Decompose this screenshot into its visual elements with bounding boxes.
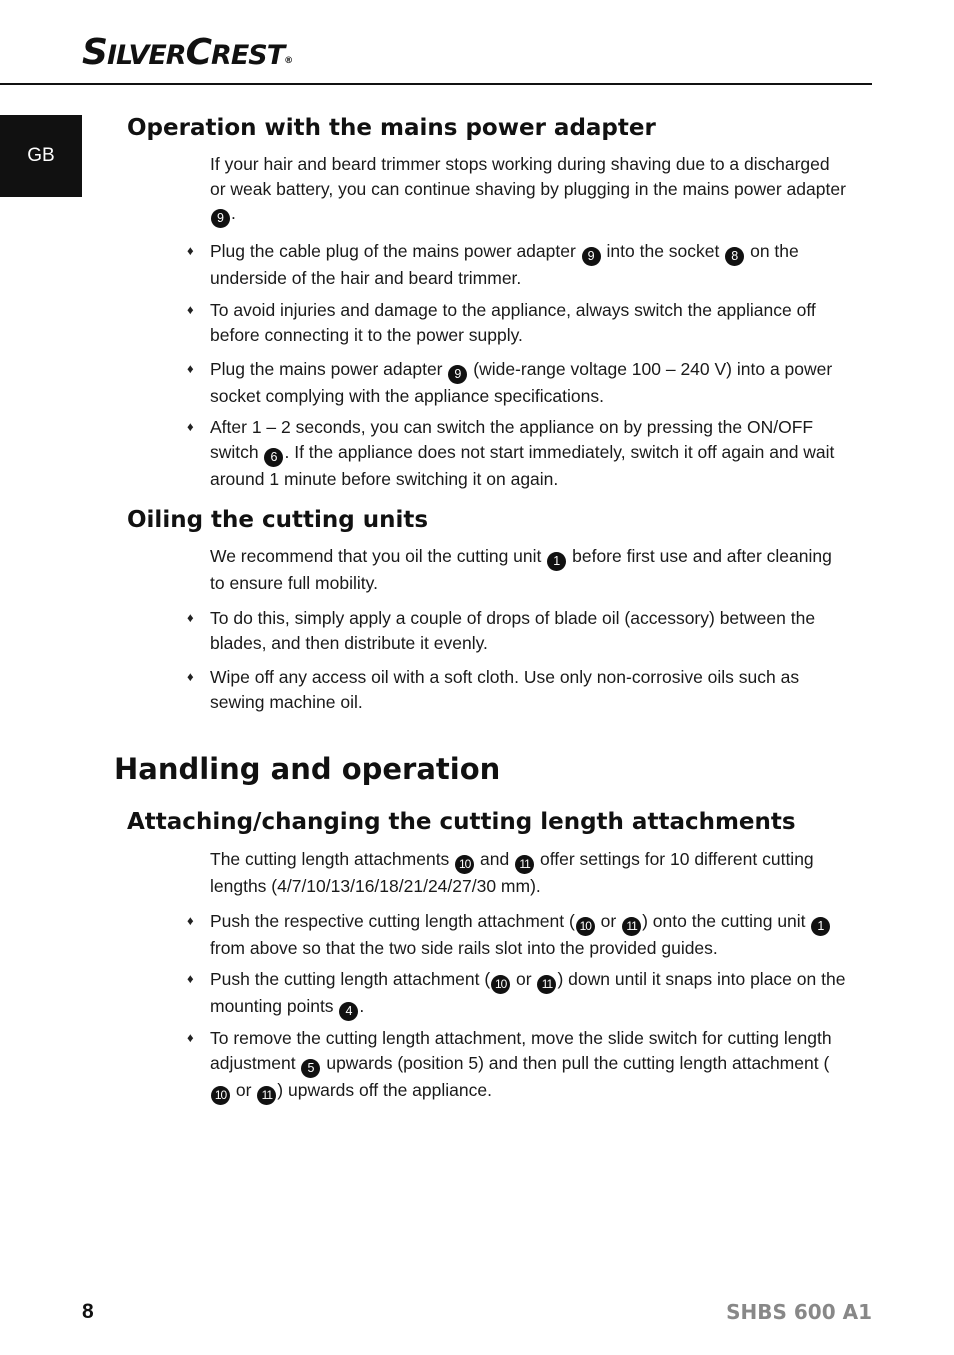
attach-intro: The cutting length attachments 10 and 11 offer settings for 10 different cutting lengths (4/7/10/13/16/18/21/24/27/30 mm). [210, 849, 814, 896]
bullet-icon: ♦ [187, 610, 194, 625]
ref-number-9: 9 [582, 247, 601, 266]
mains-step-4: After 1 – 2 seconds, you can switch the appliance on by pressing the ON/OFF switch 6 . If the appliance does not start immediately, switch it off again and wait around 1 minute before switching it on again. [210, 417, 835, 489]
attach-step-3: To remove the cutting length attachment, move the slide switch for cutting length adjustment 5 upwards (position 5) and then pull the cutting length attachment (10 or 11 ) upwards off the appliance. [210, 1026, 850, 1105]
ref-number-11: 11 [257, 1086, 276, 1105]
mains-intro: If your hair and beard trimmer stops working during shaving due to a discharged or weak battery, you can continue shaving by plugging in the mains power adapter 9 . [210, 152, 850, 228]
section-title-mains: Operation with the mains power adapter [127, 115, 656, 141]
attach-step-2: Push the cutting length attachment ( 10 or 11 ) down until it snaps into place on the mounting points 4 . [210, 967, 850, 1021]
bullet-icon: ♦ [187, 419, 194, 434]
ref-number-11: 11 [515, 855, 534, 874]
mains-step-2: To avoid injuries and damage to the appliance, always switch the appliance off before connecting it to the power supply. [210, 300, 816, 345]
bullet-icon: ♦ [187, 302, 194, 317]
oiling-step-1: To do this, simply apply a couple of drops of blade oil (accessory) between the blades, and then distribute it evenly. [210, 608, 816, 653]
mains-step-1: Plug the cable plug of the mains power adapter 9 into the socket 8 on the underside of the hair and beard trimmer. [210, 241, 799, 288]
ref-number-9: 9 [211, 209, 230, 228]
bullet-icon: ♦ [187, 243, 194, 258]
oiling-intro: We recommend that you oil the cutting unit 1 before first use and after cleaning to ensure full mobility. [210, 546, 832, 593]
ref-number-10: 10 [455, 855, 474, 874]
page-number: 8 [82, 1300, 94, 1323]
brand-logo: SILVERCREST® [82, 32, 293, 73]
mains-step-3: Plug the mains power adapter 9 (wide-range voltage 100 – 240 V) into a power socket complying with the appliance specifications. [210, 359, 833, 406]
ref-number-6: 6 [264, 448, 283, 467]
ref-number-9: 9 [448, 365, 467, 384]
section-title-oiling: Oiling the cutting units [127, 507, 429, 533]
section-title-attach: Attaching/changing the cutting length attachments [127, 809, 796, 835]
ref-number-11: 11 [622, 917, 641, 936]
attach-step-1: Push the respective cutting length attachment ( 10 or 11 ) onto the cutting unit 1 from above so that the two side rails slot into the provided guides. [210, 909, 850, 961]
ref-number-11: 11 [537, 975, 556, 994]
bullet-icon: ♦ [187, 1030, 194, 1045]
ref-number-5: 5 [301, 1059, 320, 1078]
bullet-icon: ♦ [187, 669, 194, 684]
oiling-step-2: Wipe off any access oil with a soft cloth. Use only non-corrosive oils such as sewing machine oil. [210, 667, 800, 712]
header-rule [0, 83, 872, 85]
ref-number-1: 1 [547, 552, 566, 571]
ref-number-8: 8 [725, 247, 744, 266]
ref-number-10: 10 [491, 975, 510, 994]
ref-number-4: 4 [339, 1002, 358, 1021]
bullet-icon: ♦ [187, 913, 194, 928]
ref-number-10: 10 [576, 917, 595, 936]
language-tab: GB [0, 115, 82, 197]
chapter-title-handling: Handling and operation [114, 752, 501, 786]
ref-number-10: 10 [211, 1086, 230, 1105]
bullet-icon: ♦ [187, 971, 194, 986]
bullet-icon: ♦ [187, 361, 194, 376]
model-number: SHBS 600 A1 [726, 1300, 872, 1324]
ref-number-1: 1 [811, 917, 830, 936]
